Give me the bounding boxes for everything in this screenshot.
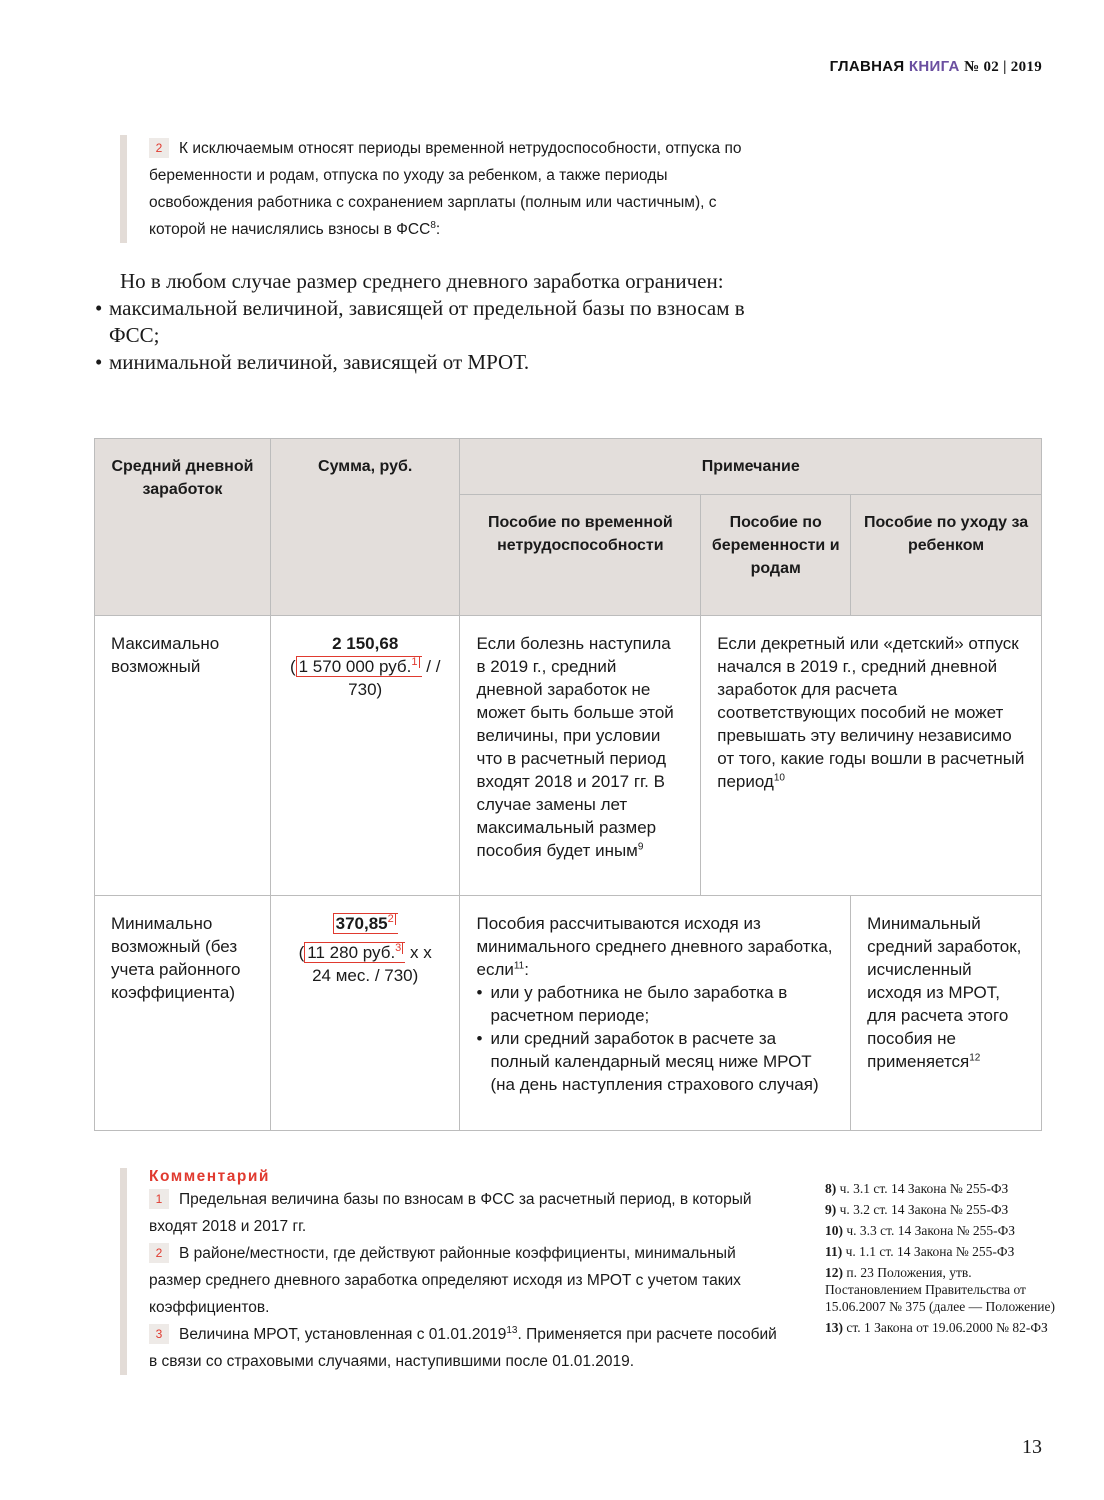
table-row [95,896,1042,1131]
footnote-ref: 11 [513,960,525,972]
reference-item [825,1222,1055,1239]
header-sick-benefit: Пособие по временной нетрудоспособности [460,495,701,616]
comment-text: Величина МРОТ, установленная с 01.01.2019 [179,1326,507,1343]
note-maternity-childcare-cell [701,616,1042,896]
amount-cell [270,616,460,896]
reference-item [825,1201,1055,1218]
header-maternity-benefit: Пособие по беременности и родам [701,495,851,616]
average-earnings-table [94,438,1042,1131]
note-text: Минимальный средний заработок, исчисленный исходя из МРОТ, для расчета этого пособия не применяется [867,914,1022,1071]
reference-number: 9) [825,1202,837,1217]
list-item: • или у работника не было заработка в расчетном периоде; [476,981,834,1027]
sidenote [120,135,769,243]
annotation-mark: 2 [387,913,394,926]
formula-rest: х х 24 мес. / 730) [312,943,432,985]
note-text: Если декретный или «детский» отпуск начался в 2019 г., средний дневной заработок для расчета соответствующих пособий не может превышать эту величину независимо от того, какие годы вошли в расчетный период [717,634,1025,791]
note-text: Если болезнь наступила в 2019 г., средний дневной заработок не может быть больше этой величины, при условии что в расчетный период входят 2018 и 2017 гг. В случае замены лет максимальный размер пособия будет иным [476,634,674,860]
header-note: Примечание [460,439,1042,495]
amount-formula [287,655,444,701]
boxed-value: 11 280 руб. [307,943,396,962]
reference-item [825,1180,1055,1197]
note-number-badge: 1 [149,1189,169,1209]
reference-text: п. 23 Положения, утв. Постановлением Правительства от 15.06.2007 № 375 (далее — Положение) [825,1265,1056,1314]
annotation-mark: 3 [395,942,402,955]
reference-text: ч. 1.1 ст. 14 Закона № 255-ФЗ [845,1244,1015,1259]
annotated-value [296,656,422,677]
footnote-ref: 8 [430,219,436,231]
reference-number: 12) [825,1265,843,1280]
comment-item [149,1321,789,1375]
reference-number: 10) [825,1223,843,1238]
header-average-earnings: Средний дневной заработок [95,439,271,616]
sidenote-text: К исключаемым относят периоды временной нетрудоспособности, отпуска по беременности и родам, отпуска по уходу за ребенком, а также периоды освобождения работника с сохранением зарплаты (полным или частичным), с которой не начислялись взносы в ФСС [149,140,742,238]
reference-text: ст. 1 Закона от 19.06.2000 № 82-ФЗ [846,1320,1048,1335]
page-number: 13 [1022,1436,1042,1458]
reference-item [825,1243,1055,1260]
comment-text: В районе/местности, где действуют районные коэффициенты, минимальный размер среднего дневного заработка определяют исходя из МРОТ с учетом таких коэффициентов. [149,1245,741,1316]
body-paragraph [95,268,775,376]
note-number-badge: 2 [149,138,169,158]
comment-text: Предельная величина базы по взносам в ФСС за расчетный период, в который входят 2018 и 2017 гг. [149,1191,752,1235]
comment-block [120,1168,789,1375]
footnote-ref: 13 [506,1324,518,1336]
reference-number: 11) [825,1244,843,1259]
formula-open: ( [298,943,305,962]
conditions-list [476,981,834,1096]
annotated-value [304,942,405,963]
footnote-ref: 9 [637,841,644,853]
note-text: Пособия рассчитываются исходя из минимального среднего дневного заработка, если [476,914,833,979]
comment-item [149,1186,789,1240]
note-tail: : [524,960,529,979]
list-item: • максимальной величиной, зависящей от предельной базы по взносам в ФСС; [95,295,775,349]
footnote-ref: 10 [773,772,785,784]
row-label: Максимально возможный [95,616,271,896]
annotation-mark: 1 [411,656,418,669]
comment-title: Комментарий [149,1168,270,1185]
note-sick-maternity-cell [460,896,851,1131]
limits-list [95,295,775,376]
table-row [95,616,1042,896]
header-childcare-benefit: Пособие по уходу за ребенком [851,495,1042,616]
amount-cell [270,896,460,1131]
amount-value: 370,85 [335,914,388,933]
row-label: Минимально возможный (без учета районного коэффициента) [95,896,271,1131]
reference-number: 8) [825,1181,837,1196]
note-number-badge: 3 [149,1324,169,1344]
note-number-badge: 2 [149,1243,169,1263]
amount-value: 2 150,68 [332,634,399,653]
brand-name-part2: КНИГА [908,58,960,75]
intro-text: Но в любом случае размер среднего дневного заработка ограничен: [120,269,724,293]
comment-text: . Применяется при расчете пособий в связи со страховыми случаями, наступившими после 01.01.2019. [149,1326,777,1370]
formula-rest: / / 730) [348,657,441,699]
reference-item [825,1319,1055,1336]
footnote-ref: 12 [969,1052,981,1064]
reference-text: ч. 3.1 ст. 14 Закона № 255-ФЗ [839,1181,1009,1196]
note-sick-cell [460,616,701,896]
brand-name-part1: ГЛАВНАЯ [829,58,905,75]
amount-formula [287,941,444,987]
note-childcare-cell [851,896,1042,1131]
table-header-row [95,439,1042,495]
reference-text: ч. 3.2 ст. 14 Закона № 255-ФЗ [839,1202,1009,1217]
masthead [830,58,1042,76]
annotated-amount [333,913,398,934]
formula-open: ( [289,657,296,676]
comment-item [149,1240,789,1321]
reference-text: ч. 3.3 ст. 14 Закона № 255-ФЗ [846,1223,1016,1238]
footnote-references [825,1180,1055,1340]
issue-number: № 02 | 2019 [964,59,1042,75]
list-item: • или средний заработок в расчете за полный календарный месяц ниже МРОТ (на день наступления страхового случая) [476,1027,834,1096]
list-item: • минимальной величиной, зависящей от МРОТ. [95,349,775,376]
reference-item [825,1264,1055,1315]
header-amount: Сумма, руб. [270,439,460,616]
sidenote-tail: : [435,221,441,238]
reference-number: 13) [825,1320,843,1335]
boxed-value: 1 570 000 руб. [298,657,412,676]
